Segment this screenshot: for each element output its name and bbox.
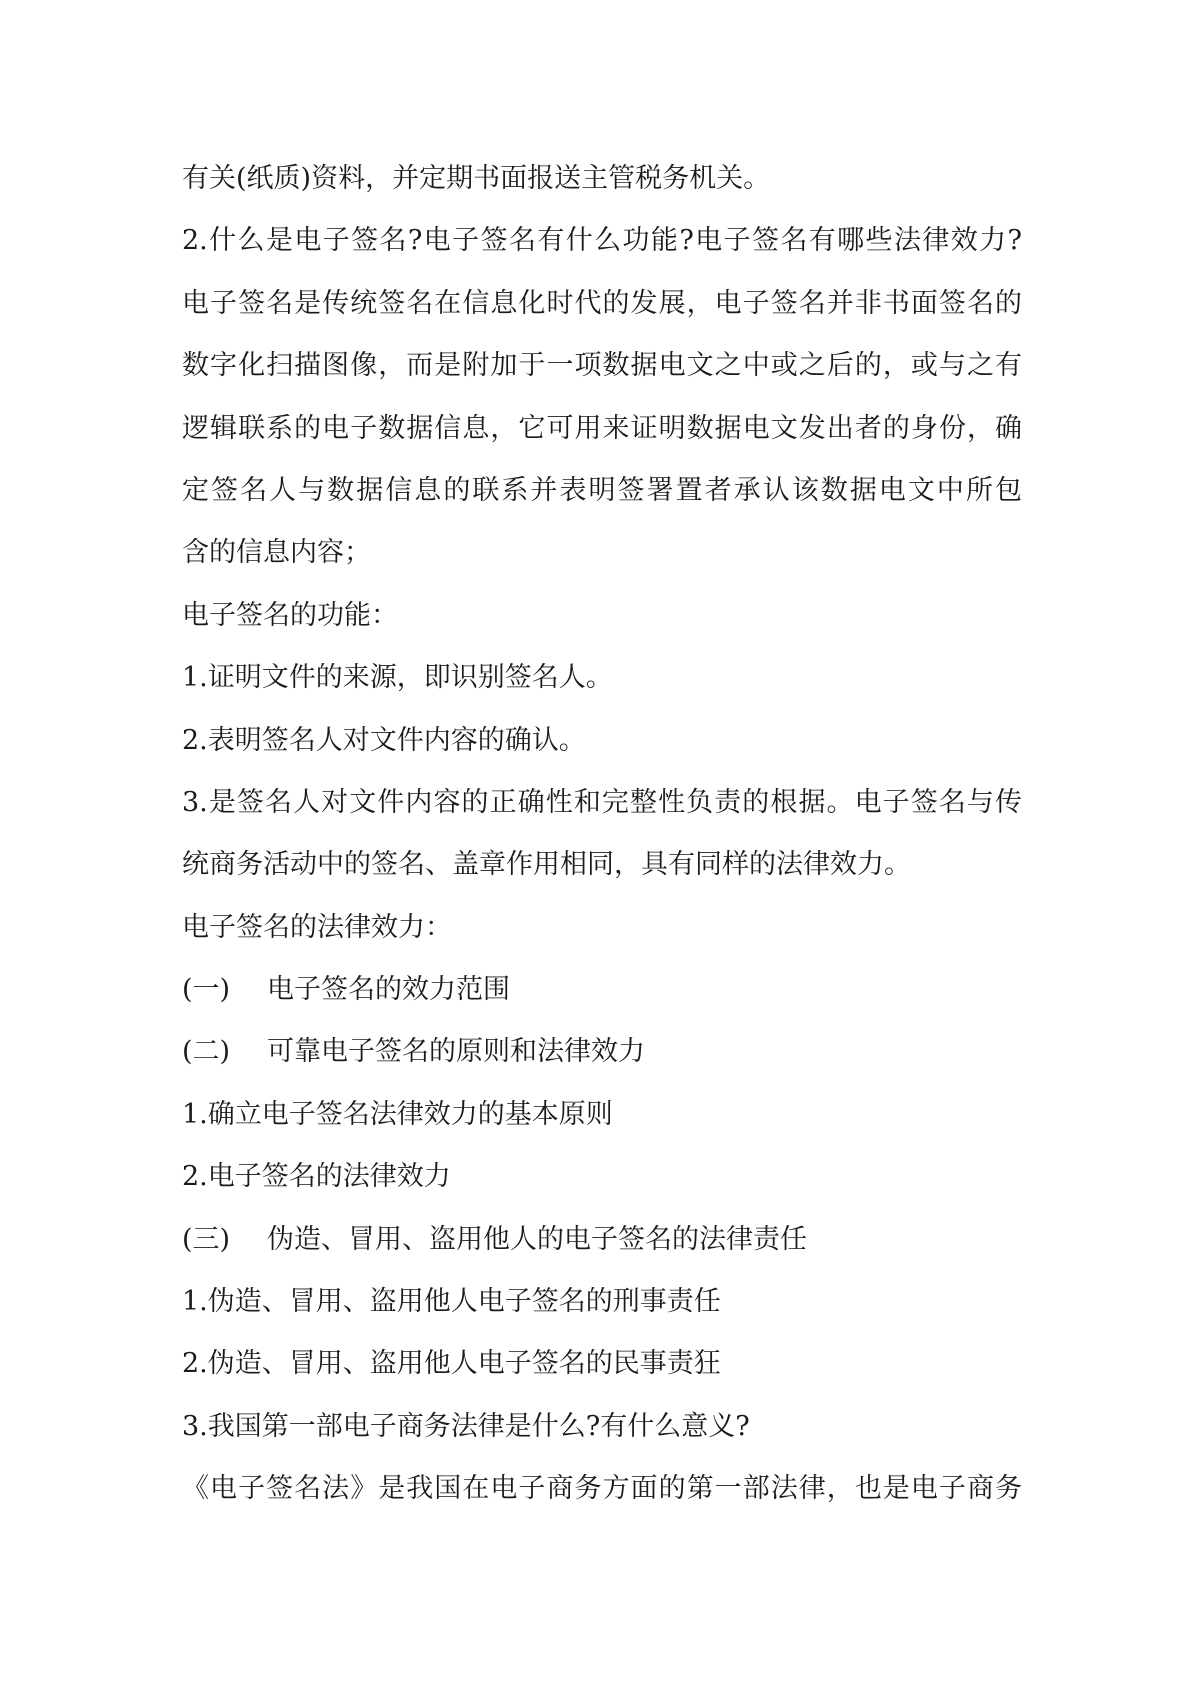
section-title: 电子签名的效力范围: [267, 974, 510, 1006]
text-line: 《电子签名法》是我国在电子商务方面的第一部法律，也是电子商务: [182, 1473, 1022, 1505]
section-number: (二): [182, 1036, 231, 1068]
question-heading: 2.什么是电子签名?电子签名有什么功能?电子签名有哪些法律效力?: [182, 225, 1022, 257]
list-item: 2.伪造、冒用、盗用他人电子签名的民事责狂: [182, 1348, 721, 1380]
section-title: 伪造、冒用、盗用他人的电子签名的法律责任: [267, 1223, 807, 1255]
question-heading: 3.我国第一部电子商务法律是什么?有什么意义?: [182, 1410, 750, 1442]
list-item: 1.确立电子签名法律效力的基本原则: [182, 1098, 613, 1130]
text-line: 逻辑联系的电子数据信息，它可用来证明数据电文发出者的身份，确: [182, 412, 1022, 444]
subheading: 电子签名的功能：: [182, 599, 398, 631]
list-item: 1.证明文件的来源，即识别签名人。: [182, 662, 613, 694]
text-line: 有关(纸质)资料，并定期书面报送主管税务机关。: [182, 163, 771, 194]
section-heading: [182, 1021, 1022, 1083]
document-body: [182, 148, 1022, 1521]
text-line: 统商务活动中的签名、盖章作用相同，具有同样的法律效力。: [182, 849, 911, 881]
list-item: 2.表明签名人对文件内容的确认。: [182, 724, 586, 756]
text-line: 数字化扫描图像，而是附加于一项数据电文之中或之后的，或与之有: [182, 350, 1022, 382]
subheading: 电子签名的法律效力：: [182, 911, 452, 943]
section-heading: [182, 959, 1022, 1021]
text-line: 电子签名是传统签名在信息化时代的发展，电子签名并非书面签名的: [182, 287, 1022, 319]
list-item: 2.电子签名的法律效力: [182, 1161, 451, 1193]
section-heading: [182, 1209, 1022, 1271]
text-line: 含的信息内容；: [182, 537, 371, 569]
text-line: 定签名人与数据信息的联系并表明签署置者承认该数据电文中所包: [182, 474, 1022, 506]
section-number: (三): [182, 1223, 231, 1255]
list-item: 1.伪造、冒用、盗用他人电子签名的刑事责任: [182, 1286, 721, 1318]
section-number: (一): [182, 974, 231, 1006]
section-title: 可靠电子签名的原则和法律效力: [267, 1036, 645, 1068]
list-item: 3.是签名人对文件内容的正确性和完整性负责的根据。电子签名与传: [182, 786, 1022, 818]
